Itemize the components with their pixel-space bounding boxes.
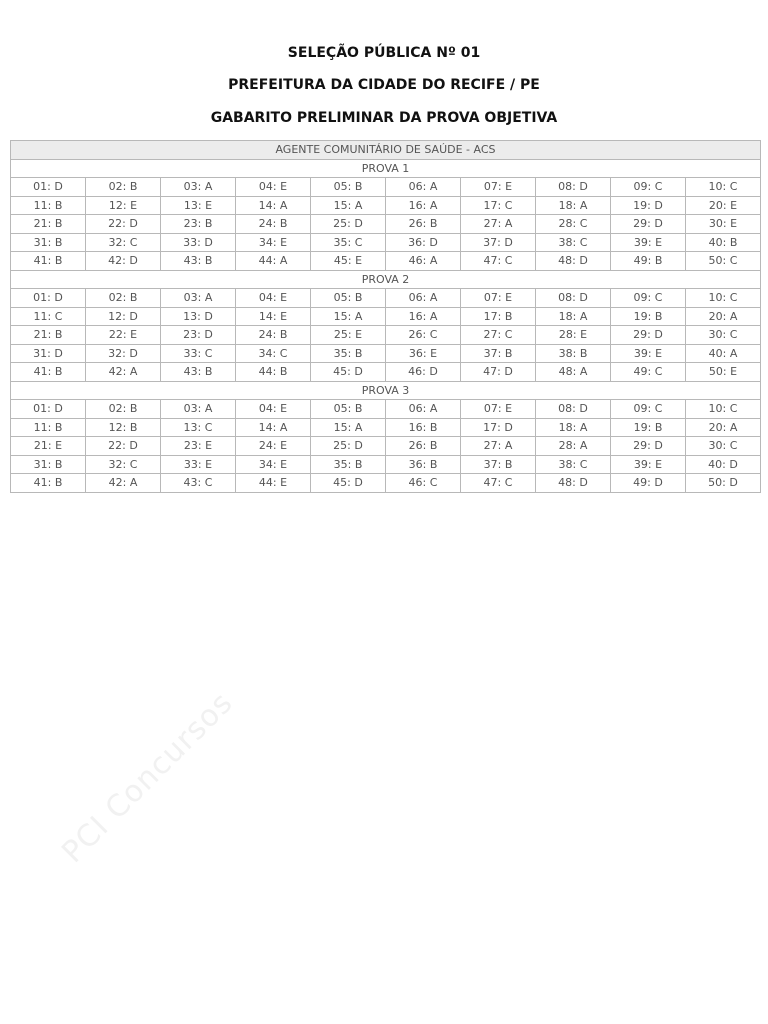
- answer-cell: 35: C: [311, 233, 386, 252]
- answer-cell: 06: A: [386, 400, 461, 419]
- answer-cell: 39: E: [611, 344, 686, 363]
- answer-cell: 45: E: [311, 252, 386, 271]
- answer-cell: 50: D: [686, 474, 761, 493]
- answer-row: [11, 455, 761, 474]
- answer-cell: 04: E: [236, 178, 311, 197]
- answer-cell: 04: E: [236, 289, 311, 308]
- answer-cell: 30: C: [686, 326, 761, 345]
- answer-row: [11, 215, 761, 234]
- answer-cell: 11: C: [11, 307, 86, 326]
- answer-cell: 49: C: [611, 363, 686, 382]
- role-header-row: [11, 141, 761, 160]
- answer-cell: 15: A: [311, 307, 386, 326]
- answer-cell: 14: A: [236, 418, 311, 437]
- answer-cell: 28: E: [536, 326, 611, 345]
- answer-cell: 07: E: [461, 400, 536, 419]
- answer-cell: 12: E: [86, 196, 161, 215]
- watermark: PCI Concursos: [55, 685, 240, 870]
- answer-cell: 37: D: [461, 233, 536, 252]
- answer-cell: 48: D: [536, 474, 611, 493]
- answer-cell: 46: D: [386, 363, 461, 382]
- answer-cell: 43: B: [161, 363, 236, 382]
- answer-cell: 15: A: [311, 418, 386, 437]
- answer-cell: 24: B: [236, 215, 311, 234]
- answer-cell: 46: A: [386, 252, 461, 271]
- document-subtitle-prefeitura: PREFEITURA DA CIDADE DO RECIFE / PE: [228, 77, 540, 93]
- answer-row: [11, 289, 761, 308]
- answer-row: [11, 344, 761, 363]
- answer-cell: 23: E: [161, 437, 236, 456]
- answer-row: [11, 252, 761, 271]
- answer-cell: 42: D: [86, 252, 161, 271]
- answer-cell: 02: B: [86, 400, 161, 419]
- answer-cell: 28: C: [536, 215, 611, 234]
- answer-cell: 26: B: [386, 437, 461, 456]
- answer-key-table: [10, 140, 761, 493]
- answer-cell: 13: C: [161, 418, 236, 437]
- answer-cell: 12: D: [86, 307, 161, 326]
- answer-cell: 08: D: [536, 289, 611, 308]
- answer-cell: 10: C: [686, 400, 761, 419]
- answer-row: [11, 233, 761, 252]
- answer-cell: 21: B: [11, 326, 86, 345]
- answer-cell: 03: A: [161, 289, 236, 308]
- answer-row: [11, 196, 761, 215]
- answer-cell: 17: C: [461, 196, 536, 215]
- prova-label: PROVA 1: [11, 159, 761, 178]
- answer-cell: 15: A: [311, 196, 386, 215]
- answer-cell: 29: D: [611, 326, 686, 345]
- answer-cell: 08: D: [536, 178, 611, 197]
- answer-cell: 44: B: [236, 363, 311, 382]
- answer-cell: 06: A: [386, 289, 461, 308]
- answer-cell: 26: B: [386, 215, 461, 234]
- answer-cell: 43: C: [161, 474, 236, 493]
- answer-cell: 43: B: [161, 252, 236, 271]
- answer-cell: 13: D: [161, 307, 236, 326]
- answer-cell: 45: D: [311, 474, 386, 493]
- answer-cell: 33: E: [161, 455, 236, 474]
- answer-cell: 24: E: [236, 437, 311, 456]
- answer-cell: 44: A: [236, 252, 311, 271]
- answer-row: [11, 437, 761, 456]
- answer-cell: 07: E: [461, 289, 536, 308]
- answer-cell: 10: C: [686, 289, 761, 308]
- answer-cell: 36: B: [386, 455, 461, 474]
- answer-cell: 03: A: [161, 400, 236, 419]
- answer-cell: 25: D: [311, 215, 386, 234]
- answer-cell: 42: A: [86, 474, 161, 493]
- answer-cell: 06: A: [386, 178, 461, 197]
- answer-cell: 05: B: [311, 400, 386, 419]
- answer-cell: 18: A: [536, 307, 611, 326]
- answer-cell: 41: B: [11, 252, 86, 271]
- answer-cell: 28: A: [536, 437, 611, 456]
- answer-cell: 16: A: [386, 307, 461, 326]
- answer-cell: 33: D: [161, 233, 236, 252]
- answer-cell: 21: B: [11, 215, 86, 234]
- answer-row: [11, 400, 761, 419]
- answer-cell: 34: C: [236, 344, 311, 363]
- answer-cell: 23: D: [161, 326, 236, 345]
- answer-cell: 11: B: [11, 418, 86, 437]
- answer-cell: 29: D: [611, 215, 686, 234]
- answer-cell: 45: D: [311, 363, 386, 382]
- answer-cell: 19: B: [611, 307, 686, 326]
- answer-cell: 37: B: [461, 455, 536, 474]
- answer-cell: 08: D: [536, 400, 611, 419]
- answer-cell: 32: C: [86, 233, 161, 252]
- answer-row: [11, 326, 761, 345]
- answer-cell: 30: E: [686, 215, 761, 234]
- answer-cell: 37: B: [461, 344, 536, 363]
- answer-row: [11, 418, 761, 437]
- answer-cell: 17: B: [461, 307, 536, 326]
- answer-cell: 10: C: [686, 178, 761, 197]
- answer-cell: 24: B: [236, 326, 311, 345]
- answer-cell: 34: E: [236, 233, 311, 252]
- answer-cell: 16: B: [386, 418, 461, 437]
- answer-row: [11, 307, 761, 326]
- answer-cell: 32: C: [86, 455, 161, 474]
- answer-cell: 30: C: [686, 437, 761, 456]
- answer-cell: 35: B: [311, 455, 386, 474]
- prova-header-row: [11, 159, 761, 178]
- answer-cell: 20: E: [686, 196, 761, 215]
- answer-cell: 20: A: [686, 307, 761, 326]
- answer-cell: 41: B: [11, 363, 86, 382]
- answer-cell: 46: C: [386, 474, 461, 493]
- answer-cell: 31: D: [11, 344, 86, 363]
- answer-cell: 25: E: [311, 326, 386, 345]
- answer-cell: 38: C: [536, 233, 611, 252]
- answer-cell: 50: E: [686, 363, 761, 382]
- prova-header-row: [11, 270, 761, 289]
- answer-row: [11, 178, 761, 197]
- answer-cell: 18: A: [536, 196, 611, 215]
- answer-cell: 33: C: [161, 344, 236, 363]
- answer-cell: 31: B: [11, 233, 86, 252]
- answer-cell: 40: B: [686, 233, 761, 252]
- answer-cell: 48: D: [536, 252, 611, 271]
- answer-cell: 47: C: [461, 252, 536, 271]
- answer-cell: 03: A: [161, 178, 236, 197]
- prova-label: PROVA 3: [11, 381, 761, 400]
- answer-cell: 04: E: [236, 400, 311, 419]
- answer-cell: 38: B: [536, 344, 611, 363]
- answer-cell: 18: A: [536, 418, 611, 437]
- answer-cell: 11: B: [11, 196, 86, 215]
- answer-cell: 19: D: [611, 196, 686, 215]
- answer-cell: 20: A: [686, 418, 761, 437]
- document-title: SELEÇÃO PÚBLICA Nº 01: [287, 45, 481, 61]
- answer-cell: 39: E: [611, 233, 686, 252]
- answer-cell: 40: A: [686, 344, 761, 363]
- answer-cell: 40: D: [686, 455, 761, 474]
- answer-cell: 09: C: [611, 178, 686, 197]
- answer-row: [11, 474, 761, 493]
- answer-cell: 36: E: [386, 344, 461, 363]
- answer-cell: 12: B: [86, 418, 161, 437]
- answer-cell: 27: A: [461, 437, 536, 456]
- answer-cell: 14: A: [236, 196, 311, 215]
- answer-row: [11, 363, 761, 382]
- answer-cell: 26: C: [386, 326, 461, 345]
- answer-cell: 42: A: [86, 363, 161, 382]
- answer-cell: 47: D: [461, 363, 536, 382]
- answer-cell: 29: D: [611, 437, 686, 456]
- answer-cell: 34: E: [236, 455, 311, 474]
- answer-cell: 02: B: [86, 178, 161, 197]
- answer-cell: 38: C: [536, 455, 611, 474]
- answer-cell: 14: E: [236, 307, 311, 326]
- answer-cell: 49: B: [611, 252, 686, 271]
- answer-cell: 25: D: [311, 437, 386, 456]
- answer-cell: 31: B: [11, 455, 86, 474]
- prova-header-row: [11, 381, 761, 400]
- answer-cell: 44: E: [236, 474, 311, 493]
- answer-cell: 09: C: [611, 289, 686, 308]
- answer-cell: 17: D: [461, 418, 536, 437]
- answer-cell: 05: B: [311, 178, 386, 197]
- answer-cell: 21: E: [11, 437, 86, 456]
- answer-cell: 23: B: [161, 215, 236, 234]
- answer-cell: 01: D: [11, 400, 86, 419]
- answer-cell: 35: B: [311, 344, 386, 363]
- answer-cell: 32: D: [86, 344, 161, 363]
- answer-cell: 22: E: [86, 326, 161, 345]
- answer-cell: 27: C: [461, 326, 536, 345]
- role-title: AGENTE COMUNITÁRIO DE SAÚDE - ACS: [11, 141, 761, 160]
- answer-cell: 22: D: [86, 215, 161, 234]
- document-subtitle-gabarito: GABARITO PRELIMINAR DA PROVA OBJETIVA: [210, 110, 558, 126]
- prova-label: PROVA 2: [11, 270, 761, 289]
- answer-cell: 01: D: [11, 178, 86, 197]
- answer-cell: 50: C: [686, 252, 761, 271]
- answer-cell: 09: C: [611, 400, 686, 419]
- answer-cell: 07: E: [461, 178, 536, 197]
- answer-cell: 05: B: [311, 289, 386, 308]
- answer-cell: 36: D: [386, 233, 461, 252]
- answer-cell: 19: B: [611, 418, 686, 437]
- answer-cell: 16: A: [386, 196, 461, 215]
- answer-cell: 47: C: [461, 474, 536, 493]
- answer-cell: 27: A: [461, 215, 536, 234]
- answer-cell: 48: A: [536, 363, 611, 382]
- answer-cell: 22: D: [86, 437, 161, 456]
- answer-cell: 49: D: [611, 474, 686, 493]
- answer-cell: 01: D: [11, 289, 86, 308]
- answer-cell: 02: B: [86, 289, 161, 308]
- answer-cell: 41: B: [11, 474, 86, 493]
- answer-cell: 13: E: [161, 196, 236, 215]
- answer-cell: 39: E: [611, 455, 686, 474]
